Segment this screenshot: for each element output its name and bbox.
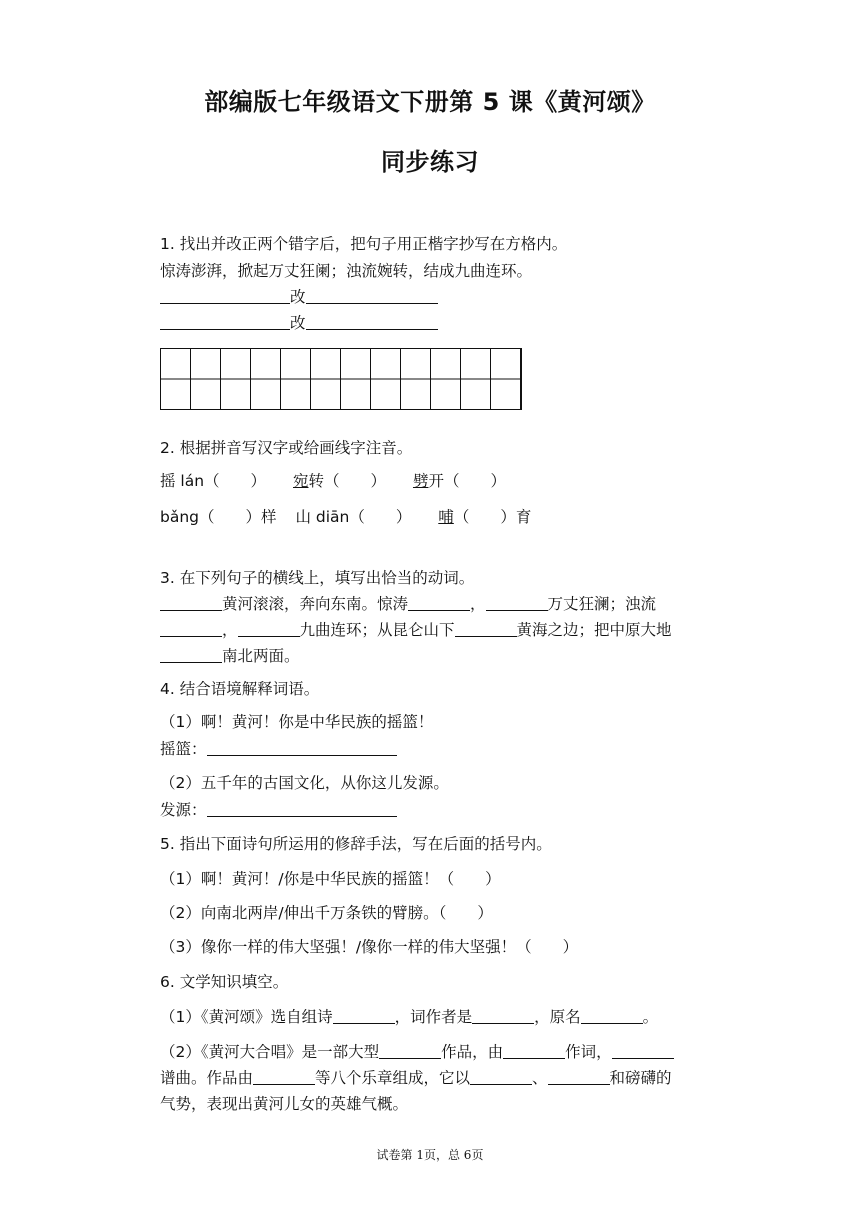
q6-text: 和磅礴的	[609, 1069, 672, 1087]
q3-text: 黄海之边；把中原大地	[516, 621, 672, 639]
answer-blank[interactable]	[238, 620, 300, 637]
q5-item-3: （3）像你一样的伟大坚强！/像你一样的伟大坚强！（ ）	[160, 938, 579, 956]
q6-item-2-cont	[160, 1068, 672, 1088]
q3-line-3	[160, 646, 300, 666]
q3-text: 九曲连环；从昆仑山下	[299, 621, 455, 639]
q4-item-2: （2）五千年的古国文化，从你这儿发源。	[160, 774, 449, 792]
q1-prompt: 1. 找出并改正两个错字后，把句子用正楷字抄写在方格内。	[160, 235, 568, 253]
q6-text: （1）《黄河颂》选自组诗	[160, 1008, 333, 1026]
q4-item-1: （1）啊！黄河！你是中华民族的摇篮！	[160, 713, 434, 731]
q6-text: 谱曲。作品由	[160, 1069, 254, 1087]
q4-prompt: 4. 结合语境解释词语。	[160, 680, 320, 698]
q2-item: 开（ ）	[428, 472, 506, 490]
answer-blank[interactable]	[503, 1042, 565, 1059]
q3-text: 南北两面。	[222, 647, 300, 665]
q1-sentence: 惊涛澎湃，掀起万丈狂阑；浊流婉转，结成九曲连环。	[160, 262, 533, 280]
q5-item-2: （2）向南北两岸/伸出千万条铁的臂膀。（ ）	[160, 904, 493, 922]
q2-item: bǎng（ ）样	[160, 508, 277, 526]
answer-blank[interactable]	[548, 1068, 610, 1085]
answer-blank[interactable]	[160, 287, 290, 304]
q6-item-1	[160, 1007, 658, 1027]
q5-item-1: （1）啊！黄河！/你是中华民族的摇篮！（ ）	[160, 870, 501, 888]
q4-label: 发源：	[160, 801, 207, 819]
answer-blank[interactable]	[581, 1007, 643, 1024]
answer-blank[interactable]	[612, 1042, 674, 1059]
q3-text: ，	[222, 621, 238, 639]
q2-row-1	[160, 471, 506, 491]
answer-blank[interactable]	[306, 287, 438, 304]
answer-blank[interactable]	[486, 594, 548, 611]
q6-text: 等八个乐章组成，它以	[315, 1069, 471, 1087]
page-subtitle: 同步练习	[381, 148, 479, 176]
underlined-char: 劈	[412, 472, 429, 490]
answer-blank[interactable]	[207, 800, 397, 817]
answer-blank[interactable]	[306, 313, 438, 330]
q3-line-2	[160, 620, 672, 640]
answer-blank[interactable]	[160, 313, 290, 330]
page-footer: 试卷第 1页，总 6页	[376, 1148, 484, 1162]
answer-blank[interactable]	[408, 594, 470, 611]
q6-text: 、	[532, 1069, 548, 1087]
q6-text: 作品，由	[441, 1043, 504, 1061]
q2-prompt: 2. 根据拼音写汉字或给画线字注音。	[160, 439, 413, 457]
q6-item-2-end: 气势，表现出黄河儿女的英雄气概。	[160, 1095, 409, 1113]
underlined-char: 宛	[293, 472, 309, 490]
answer-blank[interactable]	[379, 1042, 441, 1059]
answer-blank[interactable]	[253, 1068, 315, 1085]
q6-item-2	[160, 1042, 674, 1062]
q6-text: 。	[642, 1008, 659, 1026]
q6-text: （2）《黄河大合唱》是一部大型	[160, 1043, 380, 1061]
q5-prompt: 5. 指出下面诗句所运用的修辞手法，写在后面的括号内。	[160, 835, 552, 853]
q3-text: ，	[470, 595, 486, 613]
page-title: 部编版七年级语文下册第 5 课《黄河颂》	[204, 88, 656, 116]
q2-item: 转（ ）	[308, 472, 387, 490]
q3-text: 黄河滚滚，奔向东南。惊涛	[222, 595, 409, 613]
q6-text: ，词作者是	[394, 1008, 473, 1026]
answer-blank[interactable]	[207, 739, 397, 756]
q3-text: 万丈狂澜；浊流	[547, 595, 657, 613]
answer-blank[interactable]	[160, 594, 222, 611]
q3-line-1	[160, 594, 656, 614]
answer-blank[interactable]	[470, 1068, 532, 1085]
q1-correction-row-2	[160, 313, 438, 333]
q4-answer-1	[160, 739, 397, 759]
q2-row-2	[160, 507, 531, 527]
q4-answer-2	[160, 800, 397, 820]
q6-prompt: 6. 文学知识填空。	[160, 973, 289, 991]
answer-blank[interactable]	[472, 1007, 534, 1024]
answer-blank[interactable]	[333, 1007, 395, 1024]
q1-correction-row-1	[160, 287, 438, 307]
q2-item: （ ）育	[453, 508, 532, 526]
gai-label: 改	[290, 288, 306, 306]
q2-item: 山 diān（ ）	[295, 508, 412, 526]
answer-blank[interactable]	[160, 646, 222, 663]
q6-text: ，原名	[534, 1008, 581, 1026]
q2-item: 摇 lán（ ）	[160, 472, 267, 490]
underlined-char: 哺	[438, 508, 454, 526]
writing-grid[interactable]	[160, 348, 522, 410]
answer-blank[interactable]	[455, 620, 517, 637]
q6-text: 作词，	[565, 1043, 612, 1061]
gai-label: 改	[290, 314, 306, 332]
answer-blank[interactable]	[160, 620, 222, 637]
q4-label: 摇篮：	[160, 740, 207, 758]
q3-prompt: 3. 在下列句子的横线上，填写出恰当的动词。	[160, 569, 475, 587]
